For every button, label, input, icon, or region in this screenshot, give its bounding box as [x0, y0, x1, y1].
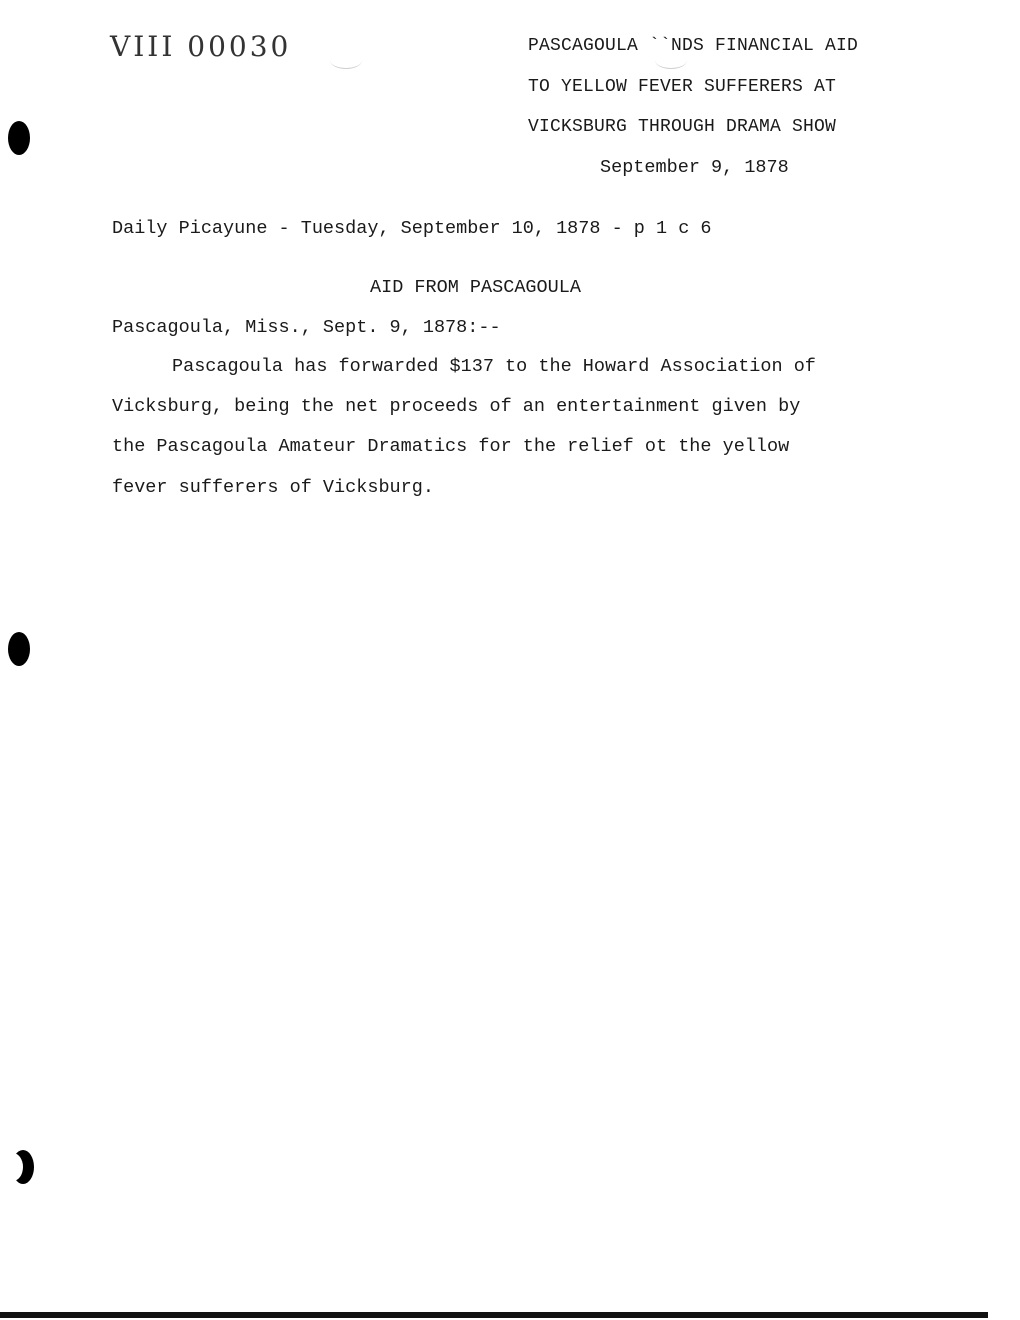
paper-blemish — [330, 52, 362, 69]
binder-hole-bottom — [12, 1150, 34, 1184]
binder-hole-middle — [8, 632, 30, 666]
headline-line-2: TO YELLOW FEVER SUFFERERS AT — [528, 77, 837, 97]
body-line-1: Pascagoula has forwarded $137 to the Howard Association of — [172, 356, 816, 377]
page-id-stamp: VIII 00030 — [110, 30, 292, 63]
body-line-3: the Pascagoula Amateur Dramatics for the relief ot the yellow — [112, 436, 790, 457]
dateline: Pascagoula, Miss., Sept. 9, 1878:-- — [112, 317, 501, 338]
binder-hole-top — [8, 121, 30, 155]
headline-date: September 9, 1878 — [600, 157, 789, 178]
paper-blemish — [655, 52, 687, 69]
source-citation: Daily Picayune - Tuesday, September 10, 1878 - p 1 c 6 — [112, 218, 712, 239]
body-line-2: Vicksburg, being the net proceeds of an entertainment given by — [112, 396, 801, 417]
body-line-4: fever sufferers of Vicksburg. — [112, 477, 434, 498]
article-title: AID FROM PASCAGOULA — [370, 277, 581, 298]
headline-line-1: PASCAGOULA ``NDS FINANCIAL AID — [528, 36, 859, 56]
headline-line-3: VICKSBURG THROUGH DRAMA SHOW — [528, 117, 837, 137]
bottom-edge-rule — [0, 1312, 988, 1318]
